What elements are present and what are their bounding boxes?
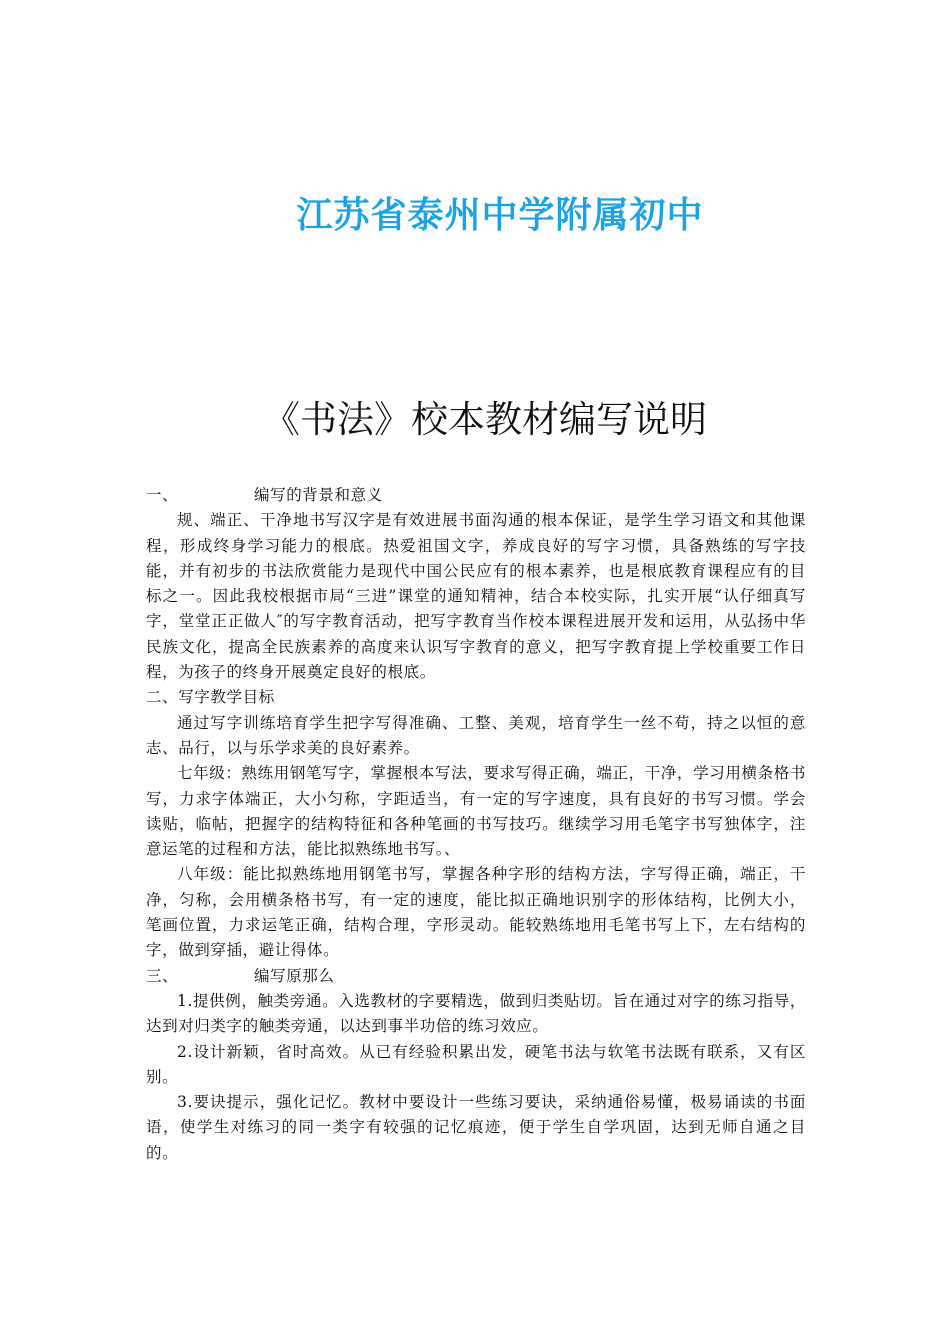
section-1 [146, 483, 806, 685]
section-title: 编写的背景和意义 [254, 486, 383, 504]
school-name: 江苏省泰州中学附属初中 [296, 195, 704, 236]
section-heading [146, 483, 806, 508]
document-body [146, 483, 806, 1166]
paragraph: 2.设计新颖，省时高效。从已有经验积累出发，硬笔书法与软笔书法既有联系，又有区别。 [146, 1042, 806, 1086]
paragraph: 通过写字训练培育学生把字写得准确、工整、美观，培育学生一丝不苟，持之以恒的意志、品行，以与乐学求美的良好素养。 [146, 713, 806, 757]
section-heading [146, 685, 806, 710]
paragraph: 八年级：能比拟熟练地用钢笔书写，掌握各种字形的结构方法，字写得正确，端正，干净，匀称，会用横条格书写，有一定的速度，能比拟正确地识别字的形体结构，比例大小，笔画位置，力求运笔正确，结构合理，字形灵动。能较熟练地用毛笔书写上下，左右结构的字，做到穿插，避让得体。 [146, 865, 806, 960]
paragraph: 3.要诀提示，强化记忆。教材中要设计一些练习要诀，采纳通俗易懂，极易诵读的书面语，使学生对练习的同一类字有较强的记忆痕迹，便于学生自学巩固，达到无师自通之目的。 [146, 1093, 806, 1162]
section-3 [146, 964, 806, 1166]
section-2 [146, 685, 806, 963]
paragraph: 七年级：熟练用钢笔写字，掌握根本写法，要求写得正确，端正，干净，学习用横条格书写，力求字体端正，大小匀称，字距适当，有一定的写字速度，具有良好的书写习惯。学会读贴，临帖，把握字的结构特征和各种笔画的书写技巧。继续学习用毛笔字书写独体字，注意运笔的过程和方法，能比拟熟练地书写。、 [146, 764, 806, 859]
section-heading [146, 964, 806, 989]
section-title: 编写原那么 [254, 966, 335, 985]
section-title: 写字教学目标 [178, 688, 275, 707]
section-number: 三、 [146, 966, 179, 985]
paragraph: 1.提供例，触类旁通。入选教材的字要精选，做到归类贴切。旨在通过对字的练习指导，达到对归类字的触类旁通，以达到事半功倍的练习效应。 [146, 991, 806, 1036]
section-number: 一、 [146, 486, 179, 504]
paragraph: 规、端正、干净地书写汉字是有效进展书面沟通的根本保证，是学生学习语文和其他课程，形成终身学习能力的根底。热爱祖国文字，养成良好的写字习惯，具备熟练的写字技能，并有初步的书法欣赏能力是现代中国公民应有的根本素养，也是根底教育课程应有的目标之一。因此我校根据市局“三进”课堂的通知精神，结合本校实际，扎实开展“认仔细真写字，堂堂正正做人″的写字教育活动，把写字教育当作校本课程进展开发和运用，从弘扬中华民族文化，提高全民族素养的高度来认识写字教育的意义，把写字教育提上学校重要工作日程，为孩子的终身开展奠定良好的根底。 [146, 511, 806, 682]
document-title: 《书法》校本教材编写说明 [263, 398, 707, 441]
section-number: 二、 [146, 688, 179, 707]
